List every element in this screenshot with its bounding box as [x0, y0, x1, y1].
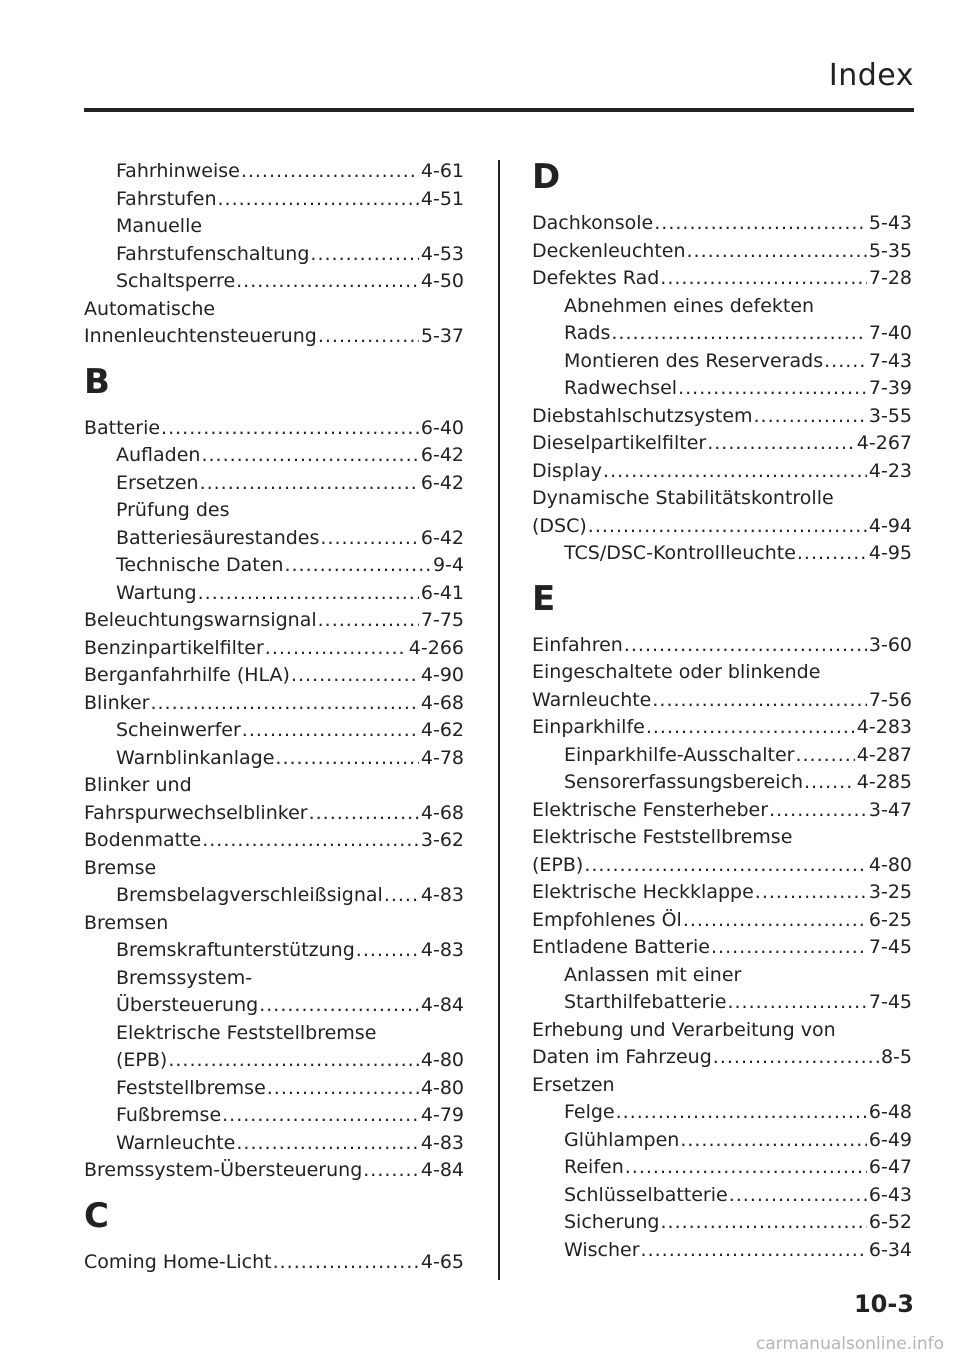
index-entry	[532, 540, 912, 568]
dot-leader	[259, 992, 419, 1020]
dot-leader	[797, 540, 867, 568]
index-block	[532, 210, 912, 568]
index-entry-text: Bremse	[84, 856, 157, 879]
entry-label: Einparkhilfe	[532, 716, 645, 738]
entry-page-ref: 3-55	[868, 404, 912, 427]
index-entry-text: Prüfung des	[116, 499, 230, 521]
entry-label: Ersetzen	[116, 471, 199, 494]
letter-heading-d: D	[532, 157, 561, 197]
entry-page-ref: 3-60	[868, 633, 912, 656]
index-entry	[532, 348, 912, 376]
dot-leader	[687, 238, 867, 266]
entry-label: Elektrische Fensterheber	[532, 798, 769, 821]
index-entry	[532, 879, 912, 907]
dot-leader	[222, 1102, 419, 1130]
index-entry	[532, 210, 912, 238]
index-entry	[532, 265, 912, 293]
index-entry	[84, 552, 464, 580]
dot-leader	[242, 717, 419, 745]
dot-leader	[241, 158, 419, 186]
dot-leader	[267, 1075, 419, 1103]
entry-label: Elektrische Heckklappe	[532, 881, 754, 903]
index-entry	[84, 1075, 464, 1103]
index-entry-text: Bremssystem-	[116, 966, 253, 989]
entry-label: Wartung	[116, 581, 197, 604]
entry-page-ref: 6-41	[420, 581, 464, 604]
index-entry-text: Erhebung und Verarbeitung von	[532, 1018, 836, 1041]
index-entry-text: Ersetzen	[532, 1073, 615, 1096]
entry-label: Beleuchtungswarnsignal	[84, 609, 317, 631]
dot-leader	[265, 635, 407, 663]
letter-heading-c: C	[84, 1195, 109, 1236]
entry-page-ref: 4-65	[420, 1250, 464, 1273]
entry-label: Coming Home-Licht	[84, 1250, 272, 1273]
dot-leader	[680, 1127, 867, 1155]
dot-leader	[356, 937, 419, 965]
index-entry	[532, 238, 912, 266]
page-header-title: Index	[828, 58, 914, 93]
index-entry	[532, 797, 912, 825]
entry-label: Entladene Batterie	[532, 936, 710, 958]
dot-leader	[200, 470, 419, 498]
entry-page-ref: 4-94	[868, 514, 912, 537]
dot-leader	[384, 882, 419, 910]
index-entry	[532, 1237, 912, 1265]
index-entry	[532, 320, 912, 348]
entry-label: (DSC)	[532, 514, 587, 537]
entry-page-ref: 5-35	[868, 239, 912, 262]
entry-page-ref: 4-287	[856, 743, 912, 766]
entry-page-ref: 6-40	[420, 416, 464, 439]
dot-leader	[624, 632, 867, 660]
index-entry	[84, 745, 464, 773]
entry-page-ref: 6-42	[420, 526, 464, 549]
dot-leader	[318, 323, 419, 351]
entry-page-ref: 4-90	[420, 664, 464, 686]
dot-leader	[310, 241, 418, 269]
index-entry	[84, 1130, 464, 1158]
index-entry	[532, 714, 912, 742]
entry-page-ref: 7-56	[868, 688, 912, 711]
index-entry	[532, 1209, 912, 1237]
dot-leader	[652, 687, 867, 715]
index-entry	[532, 458, 912, 486]
entry-label: Sensorerfassungsbereich	[564, 771, 803, 793]
entry-label: Glühlampen	[564, 1128, 680, 1151]
index-entry	[84, 827, 464, 855]
entry-page-ref: 4-68	[420, 801, 464, 824]
index-entry	[532, 375, 912, 403]
entry-page-ref: 4-80	[868, 853, 912, 876]
dot-leader	[588, 513, 867, 541]
index-entry-text: Blinker und	[84, 774, 192, 796]
entry-page-ref: 4-78	[420, 746, 464, 769]
index-block	[84, 1249, 464, 1277]
index-entry	[532, 1044, 912, 1072]
column-divider	[498, 160, 500, 1280]
entry-page-ref: 4-283	[856, 716, 912, 738]
entry-label: Fahrspurwechselblinker	[84, 801, 308, 824]
entry-page-ref: 4-83	[420, 884, 464, 906]
entry-label: Schaltsperre	[116, 270, 236, 292]
dot-leader	[284, 552, 431, 580]
index-block	[84, 415, 464, 1185]
entry-label: Blinker	[84, 691, 150, 714]
entry-label: Deckenleuchten	[532, 239, 686, 262]
index-entry	[84, 1102, 464, 1130]
index-entry-text: Anlassen mit einer	[564, 963, 742, 986]
index-entry	[84, 241, 464, 269]
dot-leader	[660, 265, 867, 293]
entry-page-ref: 4-50	[420, 270, 464, 292]
entry-page-ref: 4-23	[868, 459, 912, 482]
dot-leader	[755, 879, 867, 907]
index-entry	[532, 852, 912, 880]
entry-page-ref: 7-45	[868, 991, 912, 1013]
entry-label: Fahrstufen	[116, 187, 217, 210]
index-entry-text: Abnehmen eines defekten	[564, 294, 815, 317]
index-entry	[84, 470, 464, 498]
entry-label: TCS/DSC-Kontrollleuchte	[564, 542, 796, 564]
entry-label: Batterie	[84, 416, 161, 439]
letter-heading-e: E	[532, 578, 556, 619]
index-entry	[532, 1154, 912, 1182]
dot-leader	[646, 714, 855, 742]
entry-label: Bremssystem-Übersteuerung	[84, 1159, 363, 1181]
entry-label: Fußbremse	[116, 1104, 222, 1126]
dot-leader	[168, 1047, 419, 1075]
dot-leader	[363, 1157, 419, 1185]
index-entry	[532, 934, 912, 962]
dot-leader	[161, 415, 419, 443]
index-block	[532, 632, 912, 1265]
index-entry	[532, 1127, 912, 1155]
dot-leader	[309, 800, 419, 828]
entry-page-ref: 4-83	[420, 1131, 464, 1154]
entry-label: Daten im Fahrzeug	[532, 1046, 712, 1068]
index-entry	[532, 513, 912, 541]
dot-leader	[584, 852, 867, 880]
dot-leader	[795, 742, 854, 770]
entry-label: Starthilfebatterie	[564, 991, 727, 1013]
index-entry-text: Dynamische Stabilitätskontrolle	[532, 487, 834, 509]
entry-page-ref: 6-47	[868, 1156, 912, 1178]
entry-page-ref: 4-61	[420, 160, 464, 182]
entry-label: Technische Daten	[116, 554, 284, 576]
entry-page-ref: 4-84	[420, 994, 464, 1016]
entry-page-ref: 4-80	[420, 1076, 464, 1099]
entry-label: Felge	[564, 1101, 615, 1123]
entry-page-ref: 4-62	[420, 719, 464, 741]
entry-label: Warnblinkanlage	[116, 746, 275, 769]
dot-leader	[625, 1154, 867, 1182]
index-entry-text: Elektrische Feststellbremse	[532, 826, 793, 848]
entry-label: Innenleuchtensteuerung	[84, 325, 317, 347]
entry-page-ref: 8-5	[880, 1046, 912, 1068]
index-entry	[84, 580, 464, 608]
header-rule	[84, 108, 914, 112]
entry-label: Defektes Rad	[532, 267, 660, 289]
index-entry	[84, 882, 464, 910]
dot-leader	[711, 934, 867, 962]
index-entry	[532, 632, 912, 660]
entry-label: Dieselpartikelfilter	[532, 432, 707, 454]
index-entry	[532, 1099, 912, 1127]
entry-label: Fahrhinweise	[116, 160, 240, 182]
watermark: carmanualsonline.info	[755, 1334, 944, 1354]
dot-leader	[201, 442, 418, 470]
entry-label: Fahrstufenschaltung	[116, 242, 310, 265]
dot-leader	[273, 1249, 419, 1277]
entry-page-ref: 6-48	[868, 1101, 912, 1123]
entry-page-ref: 6-43	[868, 1183, 912, 1206]
dot-leader	[707, 430, 855, 458]
entry-label: Feststellbremse	[116, 1076, 266, 1099]
entry-label: Einparkhilfe-Ausschalter	[564, 743, 795, 766]
index-entry	[84, 415, 464, 443]
index-entry	[532, 687, 912, 715]
entry-label: Scheinwerfer	[116, 719, 241, 741]
entry-page-ref: 4-51	[420, 187, 464, 210]
entry-page-ref: 6-42	[420, 471, 464, 494]
dot-leader	[202, 827, 419, 855]
entry-label: Warnleuchte	[532, 688, 652, 711]
entry-page-ref: 6-49	[868, 1128, 912, 1151]
dot-leader	[275, 745, 418, 773]
index-entry	[84, 1249, 464, 1277]
entry-page-ref: 6-34	[868, 1238, 912, 1261]
entry-label: (EPB)	[116, 1049, 168, 1071]
entry-page-ref: 5-37	[420, 325, 464, 347]
entry-label: Empfohlenes Öl	[532, 908, 682, 931]
index-entry	[84, 800, 464, 828]
entry-page-ref: 4-80	[420, 1049, 464, 1071]
entry-label: Bremsbelagverschleißsignal	[116, 884, 383, 906]
entry-page-ref: 9-4	[432, 554, 464, 576]
entry-page-ref: 4-84	[420, 1159, 464, 1181]
entry-page-ref: 6-52	[868, 1211, 912, 1233]
entry-label: Sicherung	[564, 1211, 660, 1233]
dot-leader	[660, 1209, 866, 1237]
dot-leader	[198, 580, 419, 608]
dot-leader	[654, 210, 867, 238]
dot-leader	[683, 907, 867, 935]
entry-page-ref: 6-42	[420, 444, 464, 466]
entry-page-ref: 6-25	[868, 908, 912, 931]
letter-heading-b: B	[84, 361, 110, 402]
entry-page-ref: 7-75	[420, 609, 464, 631]
entry-label: Schlüsselbatterie	[564, 1183, 728, 1206]
index-entry	[84, 717, 464, 745]
dot-leader	[603, 458, 867, 486]
index-entry	[84, 1047, 464, 1075]
entry-label: Berganfahrhilfe (HLA)	[84, 664, 290, 686]
index-entry	[84, 268, 464, 296]
index-entry	[532, 430, 912, 458]
entry-page-ref: 7-28	[868, 267, 912, 289]
entry-page-ref: 4-266	[408, 636, 464, 659]
dot-leader	[611, 320, 866, 348]
entry-label: (EPB)	[532, 853, 584, 876]
entry-page-ref: 4-83	[420, 939, 464, 961]
dot-leader	[320, 525, 418, 553]
dot-leader	[824, 348, 867, 376]
dot-leader	[729, 1182, 867, 1210]
dot-leader	[641, 1237, 867, 1265]
dot-leader	[218, 186, 419, 214]
index-entry	[84, 525, 464, 553]
entry-label: Einfahren	[532, 633, 623, 656]
entry-label: Übersteuerung	[116, 994, 259, 1016]
entry-label: Warnleuchte	[116, 1131, 236, 1154]
dot-leader	[236, 268, 419, 296]
entry-label: Reifen	[564, 1156, 624, 1178]
entry-page-ref: 7-40	[868, 322, 912, 344]
entry-page-ref: 7-43	[868, 349, 912, 372]
dot-leader	[236, 1130, 419, 1158]
page-number: 10-3	[853, 1290, 914, 1318]
entry-page-ref: 4-68	[420, 691, 464, 714]
index-entry	[84, 937, 464, 965]
index-entry	[84, 690, 464, 718]
index-entry	[84, 158, 464, 186]
entry-label: Bodenmatte	[84, 829, 202, 851]
index-entry	[84, 992, 464, 1020]
index-entry-text: Eingeschaltete oder blinkende	[532, 661, 821, 683]
entry-label: Batteriesäurestandes	[116, 526, 320, 549]
index-entry-text: Bremsen	[84, 911, 169, 934]
entry-page-ref: 3-47	[868, 798, 912, 821]
entry-label: Bremskraftunterstützung	[116, 939, 355, 961]
entry-page-ref: 7-39	[868, 377, 912, 399]
entry-label: Dachkonsole	[532, 212, 654, 234]
index-entry	[532, 742, 912, 770]
dot-leader	[150, 690, 418, 718]
index-entry-text: Automatische	[84, 297, 216, 320]
dot-leader	[804, 769, 855, 797]
entry-page-ref: 4-285	[856, 771, 912, 793]
entry-label: Wischer	[564, 1238, 640, 1261]
entry-page-ref: 4-79	[420, 1104, 464, 1126]
dot-leader	[318, 607, 419, 635]
index-entry-text: Manuelle	[116, 215, 203, 237]
entry-page-ref: 4-267	[856, 432, 912, 454]
dot-leader	[754, 403, 867, 431]
index-entry	[84, 635, 464, 663]
entry-label: Montieren des Reserverads	[564, 349, 824, 372]
index-entry	[532, 403, 912, 431]
index-entry	[84, 607, 464, 635]
entry-label: Benzinpartikelfilter	[84, 636, 264, 659]
dot-leader	[727, 989, 866, 1017]
entry-page-ref: 3-25	[868, 881, 912, 903]
dot-leader	[678, 375, 867, 403]
index-entry-text: Elektrische Feststellbremse	[116, 1021, 377, 1044]
entry-page-ref: 5-43	[868, 212, 912, 234]
index-entry	[532, 907, 912, 935]
index-column-left	[84, 158, 464, 1276]
index-entry	[532, 1182, 912, 1210]
index-column-right	[532, 158, 912, 1264]
index-entry	[84, 442, 464, 470]
index-entry	[84, 323, 464, 351]
dot-leader	[616, 1099, 867, 1127]
entry-page-ref: 7-45	[868, 936, 912, 958]
entry-label: Diebstahlschutzsystem	[532, 404, 753, 427]
index-entry	[532, 769, 912, 797]
dot-leader	[291, 662, 419, 690]
index-entry	[532, 989, 912, 1017]
entry-page-ref: 3-62	[420, 829, 464, 851]
entry-page-ref: 4-53	[420, 242, 464, 265]
entry-page-ref: 4-95	[868, 542, 912, 564]
index-entry	[84, 662, 464, 690]
entry-label: Aufladen	[116, 444, 201, 466]
index-entry	[84, 1157, 464, 1185]
dot-leader	[713, 1044, 879, 1072]
entry-label: Radwechsel	[564, 377, 678, 399]
index-block	[84, 158, 464, 351]
dot-leader	[769, 797, 867, 825]
entry-label: Rads	[564, 322, 611, 344]
index-entry	[84, 186, 464, 214]
entry-label: Display	[532, 459, 603, 482]
